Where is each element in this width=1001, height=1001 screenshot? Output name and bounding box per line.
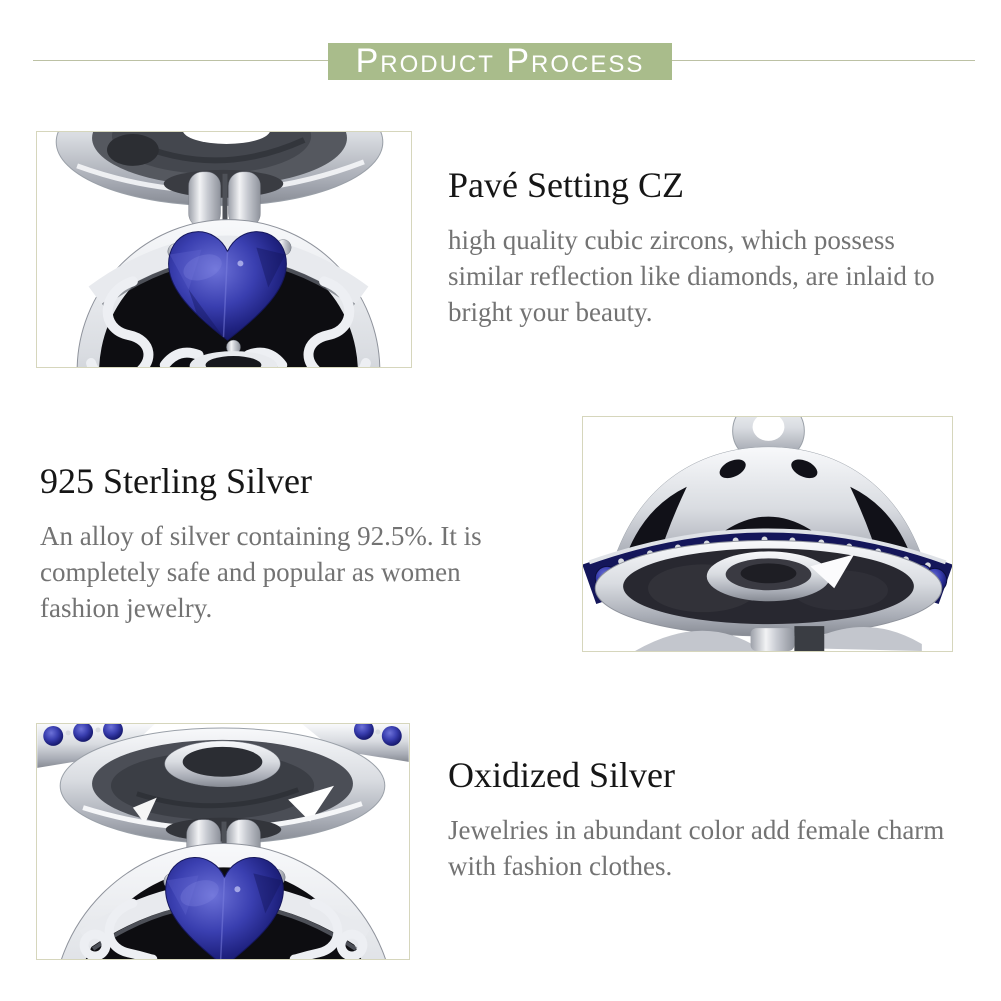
section-body: An alloy of silver containing 92.5%. It is completely safe and popular as women fashion jewelry. (40, 521, 482, 624)
section-heading: Oxidized Silver (448, 755, 675, 795)
photo-open-locket-lid (36, 723, 410, 960)
section-body: high quality cubic zircons, which possess similar reflection like diamonds, are inlaid to bright your beauty. (448, 225, 935, 328)
section-body: Jewelries in abundant color add female charm with fashion clothes. (448, 815, 945, 882)
section-925-sterling-silver (40, 460, 506, 626)
banner-line-left (33, 60, 328, 61)
banner-title: Product Process (355, 41, 645, 80)
banner-line-right (672, 60, 975, 61)
banner-title-box (328, 43, 672, 80)
open-locket-lid-illustration (37, 724, 409, 959)
photo-charm-dome (582, 416, 953, 652)
section-oxidized-silver (448, 754, 956, 884)
section-heading: 925 Sterling Silver (40, 461, 312, 501)
open-locket-illustration (37, 132, 411, 367)
section-pave-setting-cz (448, 164, 968, 330)
charm-dome-illustration (583, 417, 952, 651)
section-heading: Pavé Setting CZ (448, 165, 684, 205)
photo-open-locket-top (36, 131, 412, 368)
